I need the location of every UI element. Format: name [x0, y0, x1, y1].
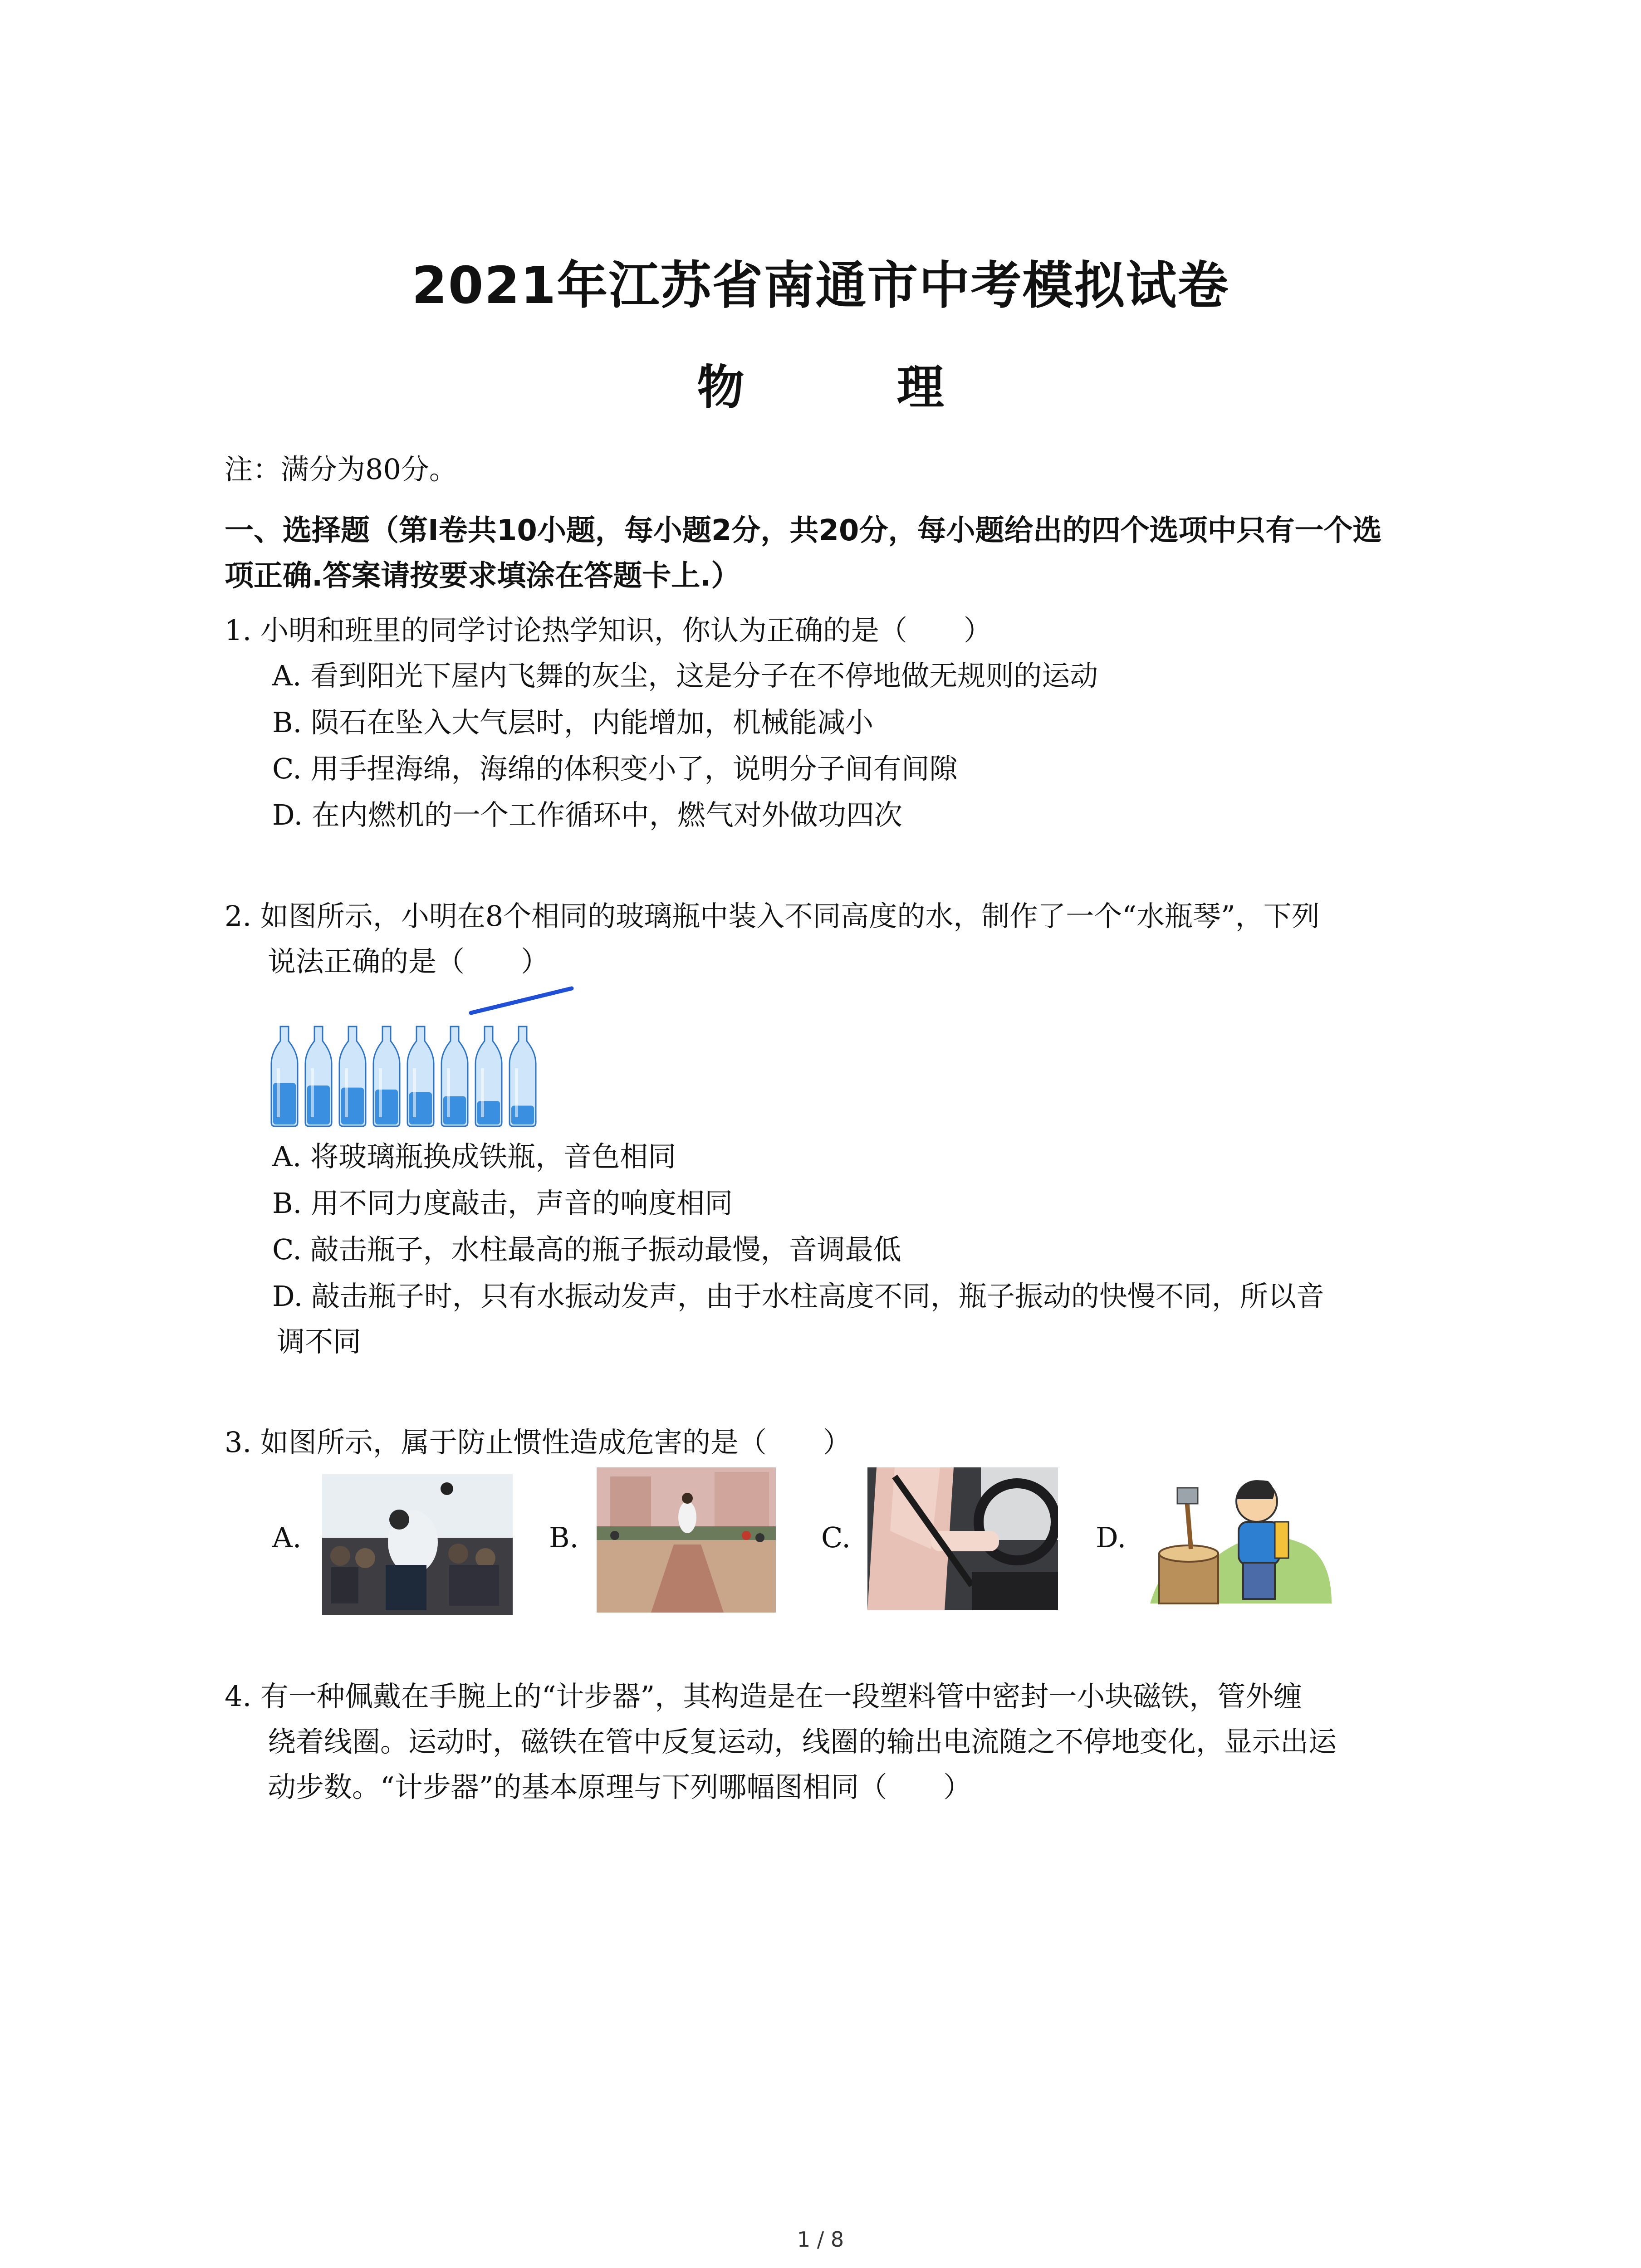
- water-bottle: [305, 1026, 332, 1126]
- water-bottle: [509, 1026, 536, 1126]
- q3-illustration-d-axe: [1141, 1467, 1336, 1617]
- q4-line2: 绕着线圈。运动时，磁铁在管中反复运动，线圈的输出电流随之不停地变化，显示出运: [268, 1725, 1337, 1758]
- water-bottle: [339, 1026, 366, 1126]
- page-number: 1 / 8: [797, 2227, 844, 2252]
- water-level: [443, 1096, 466, 1124]
- water-level: [477, 1101, 500, 1124]
- q3-stem: 3. 如图所示，属于防止惯性造成危害的是（ ）: [225, 1426, 851, 1459]
- q1-option-b: B. 陨石在坠入大气层时，内能增加，机械能减小: [272, 706, 873, 739]
- q3-photo-c-seatbelt: [867, 1467, 1058, 1610]
- water-level: [511, 1106, 534, 1124]
- water-bottle: [373, 1026, 400, 1126]
- water-level: [273, 1083, 296, 1124]
- water-level: [341, 1088, 364, 1124]
- q4-line1: 4. 有一种佩戴在手腕上的“计步器”，其构造是在一段塑料管中密封一小块磁铁，管外缠: [225, 1680, 1302, 1713]
- q3-photo-a-shotput: [322, 1474, 513, 1615]
- q1-stem: 1. 小明和班里的同学讨论热学知识，你认为正确的是（ ）: [225, 614, 992, 647]
- q4-line3: 动步数。“计步器”的基本原理与下列哪幅图相同（ ）: [268, 1770, 972, 1804]
- q2-option-c: C. 敲击瓶子，水柱最高的瓶子振动最慢，音调最低: [272, 1233, 901, 1266]
- q1-option-a: A. 看到阳光下屋内飞舞的灰尘，这是分子在不停地做无规则的运动: [272, 659, 1098, 692]
- q2-option-a: A. 将玻璃瓶换成铁瓶，音色相同: [272, 1140, 676, 1173]
- score-note: 注：满分为80分。: [225, 453, 457, 486]
- q3-label-a: A.: [272, 1521, 302, 1554]
- q3-photo-b-longjump: [597, 1467, 776, 1613]
- q2-option-b: B. 用不同力度敲击，声音的响度相同: [272, 1187, 733, 1220]
- water-bottle: [271, 1026, 298, 1126]
- q2-stem-line1: 2. 如图所示，小明在8个相同的玻璃瓶中装入不同高度的水，制作了一个“水瓶琴”，下列: [225, 899, 1320, 933]
- water-bottle: [441, 1026, 468, 1126]
- q2-stem-line2: 说法正确的是（ ）: [268, 945, 549, 978]
- q3-label-b: B.: [549, 1521, 579, 1554]
- water-level: [307, 1085, 330, 1124]
- exam-title: 2021年江苏省南通市中考模拟试卷: [411, 256, 1230, 315]
- pen-mark: [467, 982, 576, 1018]
- water-level: [409, 1092, 432, 1124]
- q3-label-c: C.: [821, 1521, 851, 1554]
- section-heading-line2: 项正确.答案请按要求填涂在答题卡上.）: [225, 559, 740, 593]
- subject-title: 物 理: [697, 360, 1012, 415]
- water-bottles-figure: [268, 1023, 549, 1132]
- q2-option-d-cont: 调不同: [277, 1325, 362, 1358]
- water-level: [375, 1090, 398, 1124]
- q2-option-d: D. 敲击瓶子时，只有水振动发声，由于水柱高度不同，瓶子振动的快慢不同，所以音: [272, 1280, 1324, 1313]
- q3-label-d: D.: [1096, 1521, 1127, 1554]
- water-bottle: [475, 1026, 502, 1126]
- q1-option-c: C. 用手捏海绵，海绵的体积变小了，说明分子间有间隙: [272, 752, 958, 785]
- water-bottle: [407, 1026, 434, 1126]
- section-heading-line1: 一、选择题（第Ⅰ卷共10小题，每小题2分，共20分，每小题给出的四个选项中只有一个选: [225, 514, 1382, 547]
- q1-option-d: D. 在内燃机的一个工作循环中，燃气对外做功四次: [272, 798, 902, 831]
